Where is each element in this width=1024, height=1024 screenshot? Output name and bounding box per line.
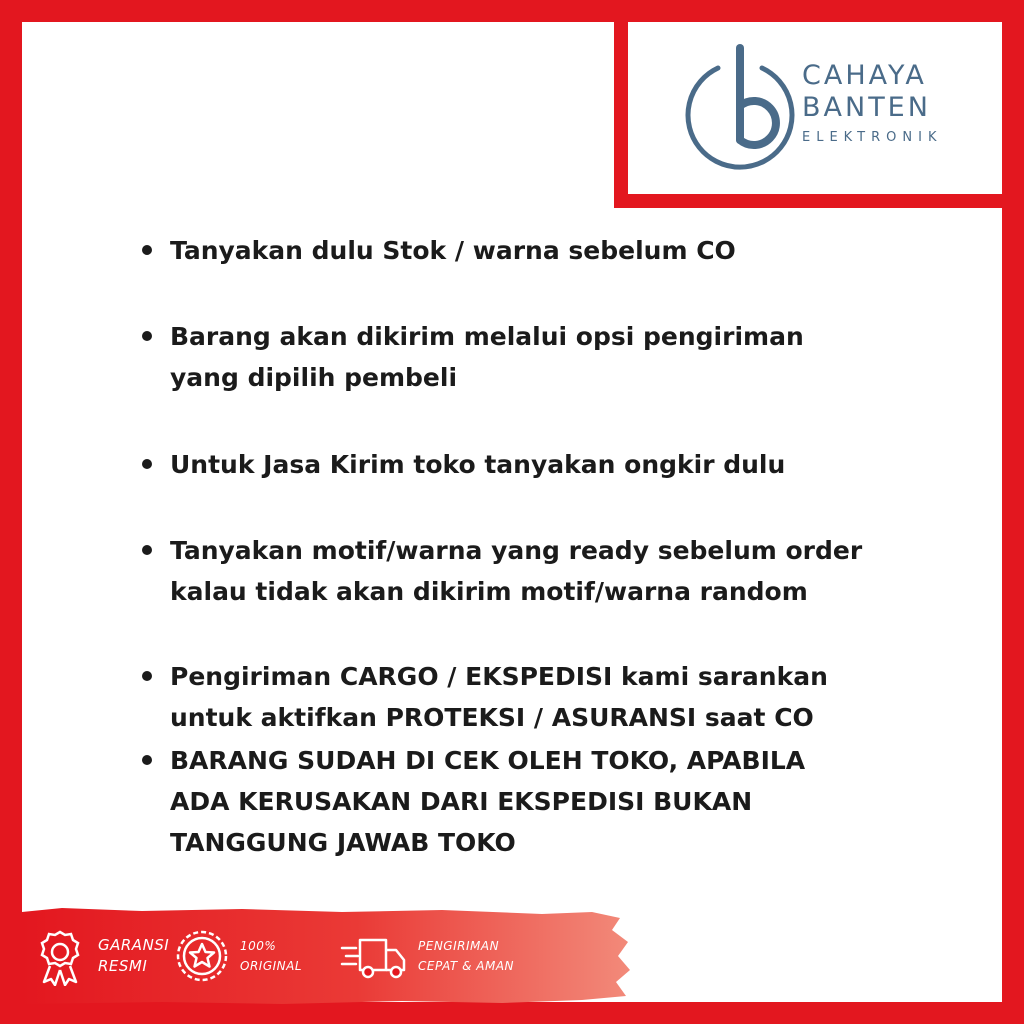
bullet-text: Tanyakan motif/warna yang ready sebelum order bbox=[170, 536, 863, 565]
badge-text bbox=[240, 936, 302, 976]
badge-line-1: PENGIRIMAN bbox=[418, 939, 500, 953]
star-seal-icon bbox=[172, 926, 232, 986]
bullet-text: Barang akan dikirim melalui opsi pengiriman bbox=[170, 322, 804, 351]
bullet-item-courier bbox=[140, 444, 900, 485]
brand-line-1: CAHAYA bbox=[802, 60, 927, 91]
logo-container bbox=[628, 22, 1002, 194]
bullet-text: untuk aktifkan PROTEKSI / ASURANSI saat CO bbox=[170, 703, 814, 732]
power-b-logo-icon bbox=[680, 40, 800, 180]
bullet-text: Pengiriman CARGO / EKSPEDISI kami sarankan bbox=[170, 662, 828, 691]
bullet-text: TANGGUNG JAWAB TOKO bbox=[170, 828, 516, 857]
badge-text bbox=[418, 936, 514, 976]
bullet-item-disclaimer bbox=[140, 740, 900, 863]
brand-line-3: ELEKTRONIK bbox=[802, 130, 943, 145]
badge-warranty bbox=[30, 926, 169, 986]
bullet-item-stock bbox=[140, 230, 900, 271]
brand-line-2: BANTEN bbox=[802, 92, 931, 123]
bullet-dot-icon bbox=[142, 331, 152, 341]
bullet-dot-icon bbox=[142, 545, 152, 555]
badge-line-1: GARANSI bbox=[98, 936, 170, 954]
badge-line-2: ORIGINAL bbox=[240, 959, 303, 973]
bullet-item-motif bbox=[140, 530, 900, 612]
bullet-text: kalau tidak akan dikirim motif/warna random bbox=[170, 577, 808, 606]
bullet-text: Untuk Jasa Kirim toko tanyakan ongkir dulu bbox=[170, 450, 786, 479]
badge-text bbox=[98, 935, 169, 977]
bullet-dot-icon bbox=[142, 459, 152, 469]
bullet-dot-icon bbox=[142, 671, 152, 681]
logo-panel bbox=[614, 0, 1024, 208]
bullet-item-cargo bbox=[140, 656, 900, 738]
bullet-dot-icon bbox=[142, 245, 152, 255]
brand-wordmark bbox=[802, 60, 942, 148]
delivery-truck-icon bbox=[340, 926, 410, 986]
medal-ribbon-icon bbox=[30, 926, 90, 986]
badge-original bbox=[172, 926, 302, 986]
bullet-text: ADA KERUSAKAN DARI EKSPEDISI BUKAN bbox=[170, 787, 753, 816]
bullet-text: BARANG SUDAH DI CEK OLEH TOKO, APABILA bbox=[170, 746, 806, 775]
bullet-dot-icon bbox=[142, 755, 152, 765]
guarantee-banner bbox=[22, 908, 632, 1004]
badge-shipping bbox=[340, 926, 514, 986]
badge-line-1: 100% bbox=[240, 939, 277, 953]
bullet-text: yang dipilih pembeli bbox=[170, 363, 458, 392]
bullet-item-shipping-option bbox=[140, 316, 900, 398]
badge-line-2: RESMI bbox=[98, 957, 148, 975]
badge-line-2: CEPAT & AMAN bbox=[418, 959, 514, 973]
bullet-text: Tanyakan dulu Stok / warna sebelum CO bbox=[170, 236, 736, 265]
